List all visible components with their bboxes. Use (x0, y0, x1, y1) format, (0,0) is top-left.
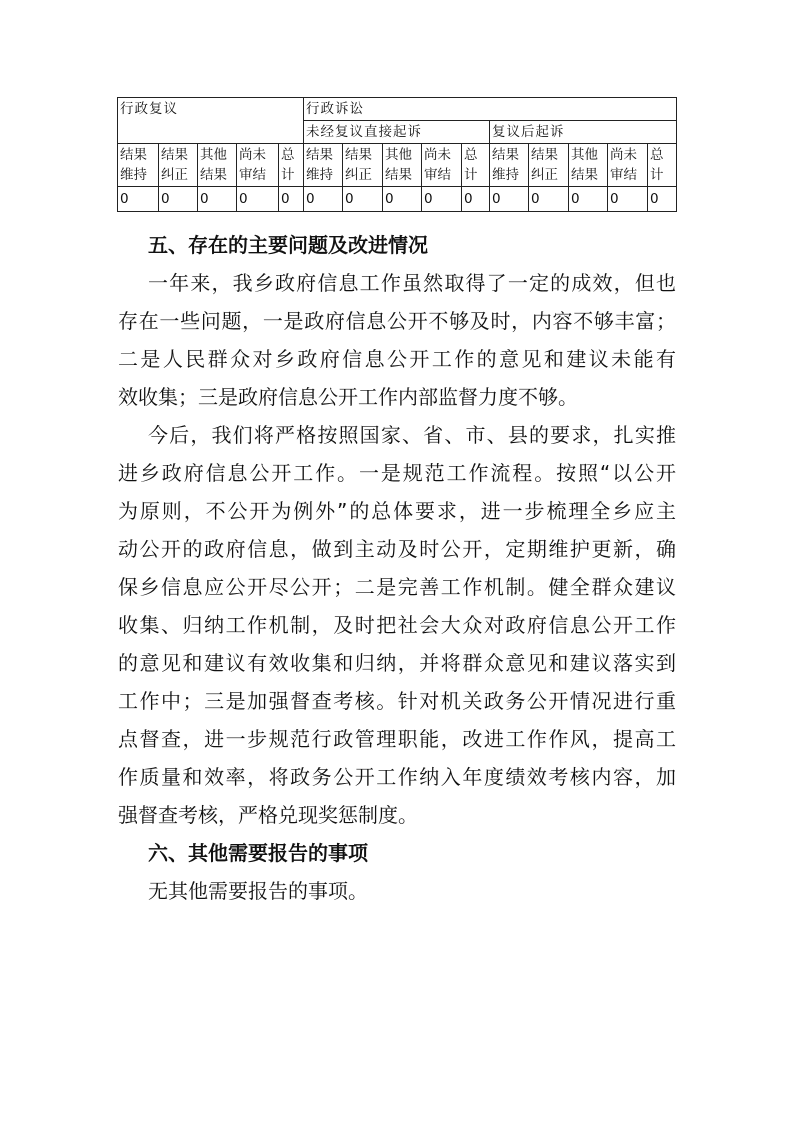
table-cell-value: 0 (569, 187, 608, 212)
paragraph-line: 保乡信息应公开尽公开；二是完善工作机制。健全群众建议 (118, 575, 676, 599)
column-header-label: 结果维持 (492, 147, 520, 183)
column-header-label: 其他结果 (385, 147, 413, 183)
column-header (304, 144, 343, 187)
column-header (462, 144, 490, 187)
column-header-label: 总计 (650, 147, 664, 183)
table-cell-value: 0 (529, 187, 569, 212)
column-header (279, 144, 304, 187)
column-header-label: 结果纠正 (161, 147, 188, 183)
paragraph-line: 收集、归纳工作机制，及时把社会大众对政府信息公开工作 (118, 613, 676, 637)
paragraph-line: 效收集；三是政府信息公开工作内部监督力度不够。 (118, 385, 578, 409)
table-cell-value: 0 (159, 187, 198, 212)
column-header (569, 144, 608, 187)
paragraph-line: 动公开的政府信息，做到主动及时公开，定期维护更新，确 (118, 537, 676, 561)
column-header (198, 144, 237, 187)
column-header (490, 144, 529, 187)
paragraph-line: 一年来，我乡政府信息工作虽然取得了一定的成效，但也 (148, 271, 676, 295)
section-5-paragraph-2 (118, 416, 676, 834)
table-cell-value: 0 (462, 187, 490, 212)
section-6-heading: 六、其他需要报告的事项 (148, 841, 368, 865)
paragraph-line: 进乡政府信息公开工作。一是规范工作流程。按照“以公开 (118, 461, 676, 485)
section-5-paragraph-1 (118, 264, 676, 416)
paragraph-line: 强督查考核，严格兑现奖惩制度。 (118, 803, 418, 827)
column-header (608, 144, 648, 187)
column-header (422, 144, 462, 187)
column-header-label: 总计 (464, 147, 478, 183)
table-cell-value: 0 (343, 187, 383, 212)
header-admin-litigation: 行政诉讼 (304, 98, 677, 121)
header-admin-review: 行政复议 (118, 98, 304, 144)
column-header-label: 结果纠正 (531, 147, 559, 183)
paragraph-line: 存在一些问题，一是政府信息公开不够及时，内容不够丰富； (118, 309, 676, 333)
header-direct-litigation: 未经复议直接起诉 (304, 121, 490, 144)
paragraph-line: 二是人民群众对乡政府信息公开工作的意见和建议未能有 (118, 347, 676, 371)
table-cell-value: 0 (648, 187, 677, 212)
column-header (529, 144, 569, 187)
header-litigation-after-review: 复议后起诉 (490, 121, 677, 144)
table-cell-value: 0 (198, 187, 237, 212)
column-header-label: 结果维持 (120, 147, 147, 183)
column-header (648, 144, 677, 187)
paragraph-line: 工作中；三是加强督查考核。针对机关政务公开情况进行重 (118, 689, 676, 713)
column-header (383, 144, 422, 187)
report-body (118, 226, 676, 910)
paragraph-line: 点督查，进一步规范行政管理职能，改进工作作风，提高工 (118, 727, 676, 751)
column-header-label: 尚未审结 (610, 147, 638, 183)
column-header (159, 144, 198, 187)
table-cell-value: 0 (279, 187, 304, 212)
table-cell-value: 0 (608, 187, 648, 212)
column-header (343, 144, 383, 187)
paragraph-line: 作质量和效率，将政务公开工作纳入年度绩效考核内容，加 (118, 765, 676, 789)
paragraph-line: 为原则，不公开为例外”的总体要求，进一步梳理全乡应主 (118, 499, 676, 523)
column-header-label: 结果维持 (306, 147, 334, 183)
table-cell-value: 0 (118, 187, 159, 212)
column-header (237, 144, 279, 187)
administrative-review-litigation-table (117, 97, 677, 212)
table-cell-value: 0 (422, 187, 462, 212)
paragraph-line: 的意见和建议有效收集和归纳，并将群众意见和建议落实到 (118, 651, 676, 675)
table-cell-value: 0 (490, 187, 529, 212)
paragraph-line: 今后，我们将严格按照国家、省、市、县的要求，扎实推 (148, 423, 676, 447)
section-6-paragraph: 无其他需要报告的事项。 (148, 879, 368, 903)
column-header-label: 结果纠正 (345, 147, 373, 183)
table-cell-value: 0 (383, 187, 422, 212)
column-header-label: 尚未审结 (424, 147, 452, 183)
column-header-label: 总计 (281, 147, 295, 183)
column-header-label: 尚未审结 (239, 147, 266, 183)
column-header-label: 其他结果 (571, 147, 599, 183)
table-cell-value: 0 (304, 187, 343, 212)
column-header-label: 其他结果 (200, 147, 227, 183)
table-cell-value: 0 (237, 187, 279, 212)
section-5-heading: 五、存在的主要问题及改进情况 (148, 233, 428, 257)
column-header (118, 144, 159, 187)
